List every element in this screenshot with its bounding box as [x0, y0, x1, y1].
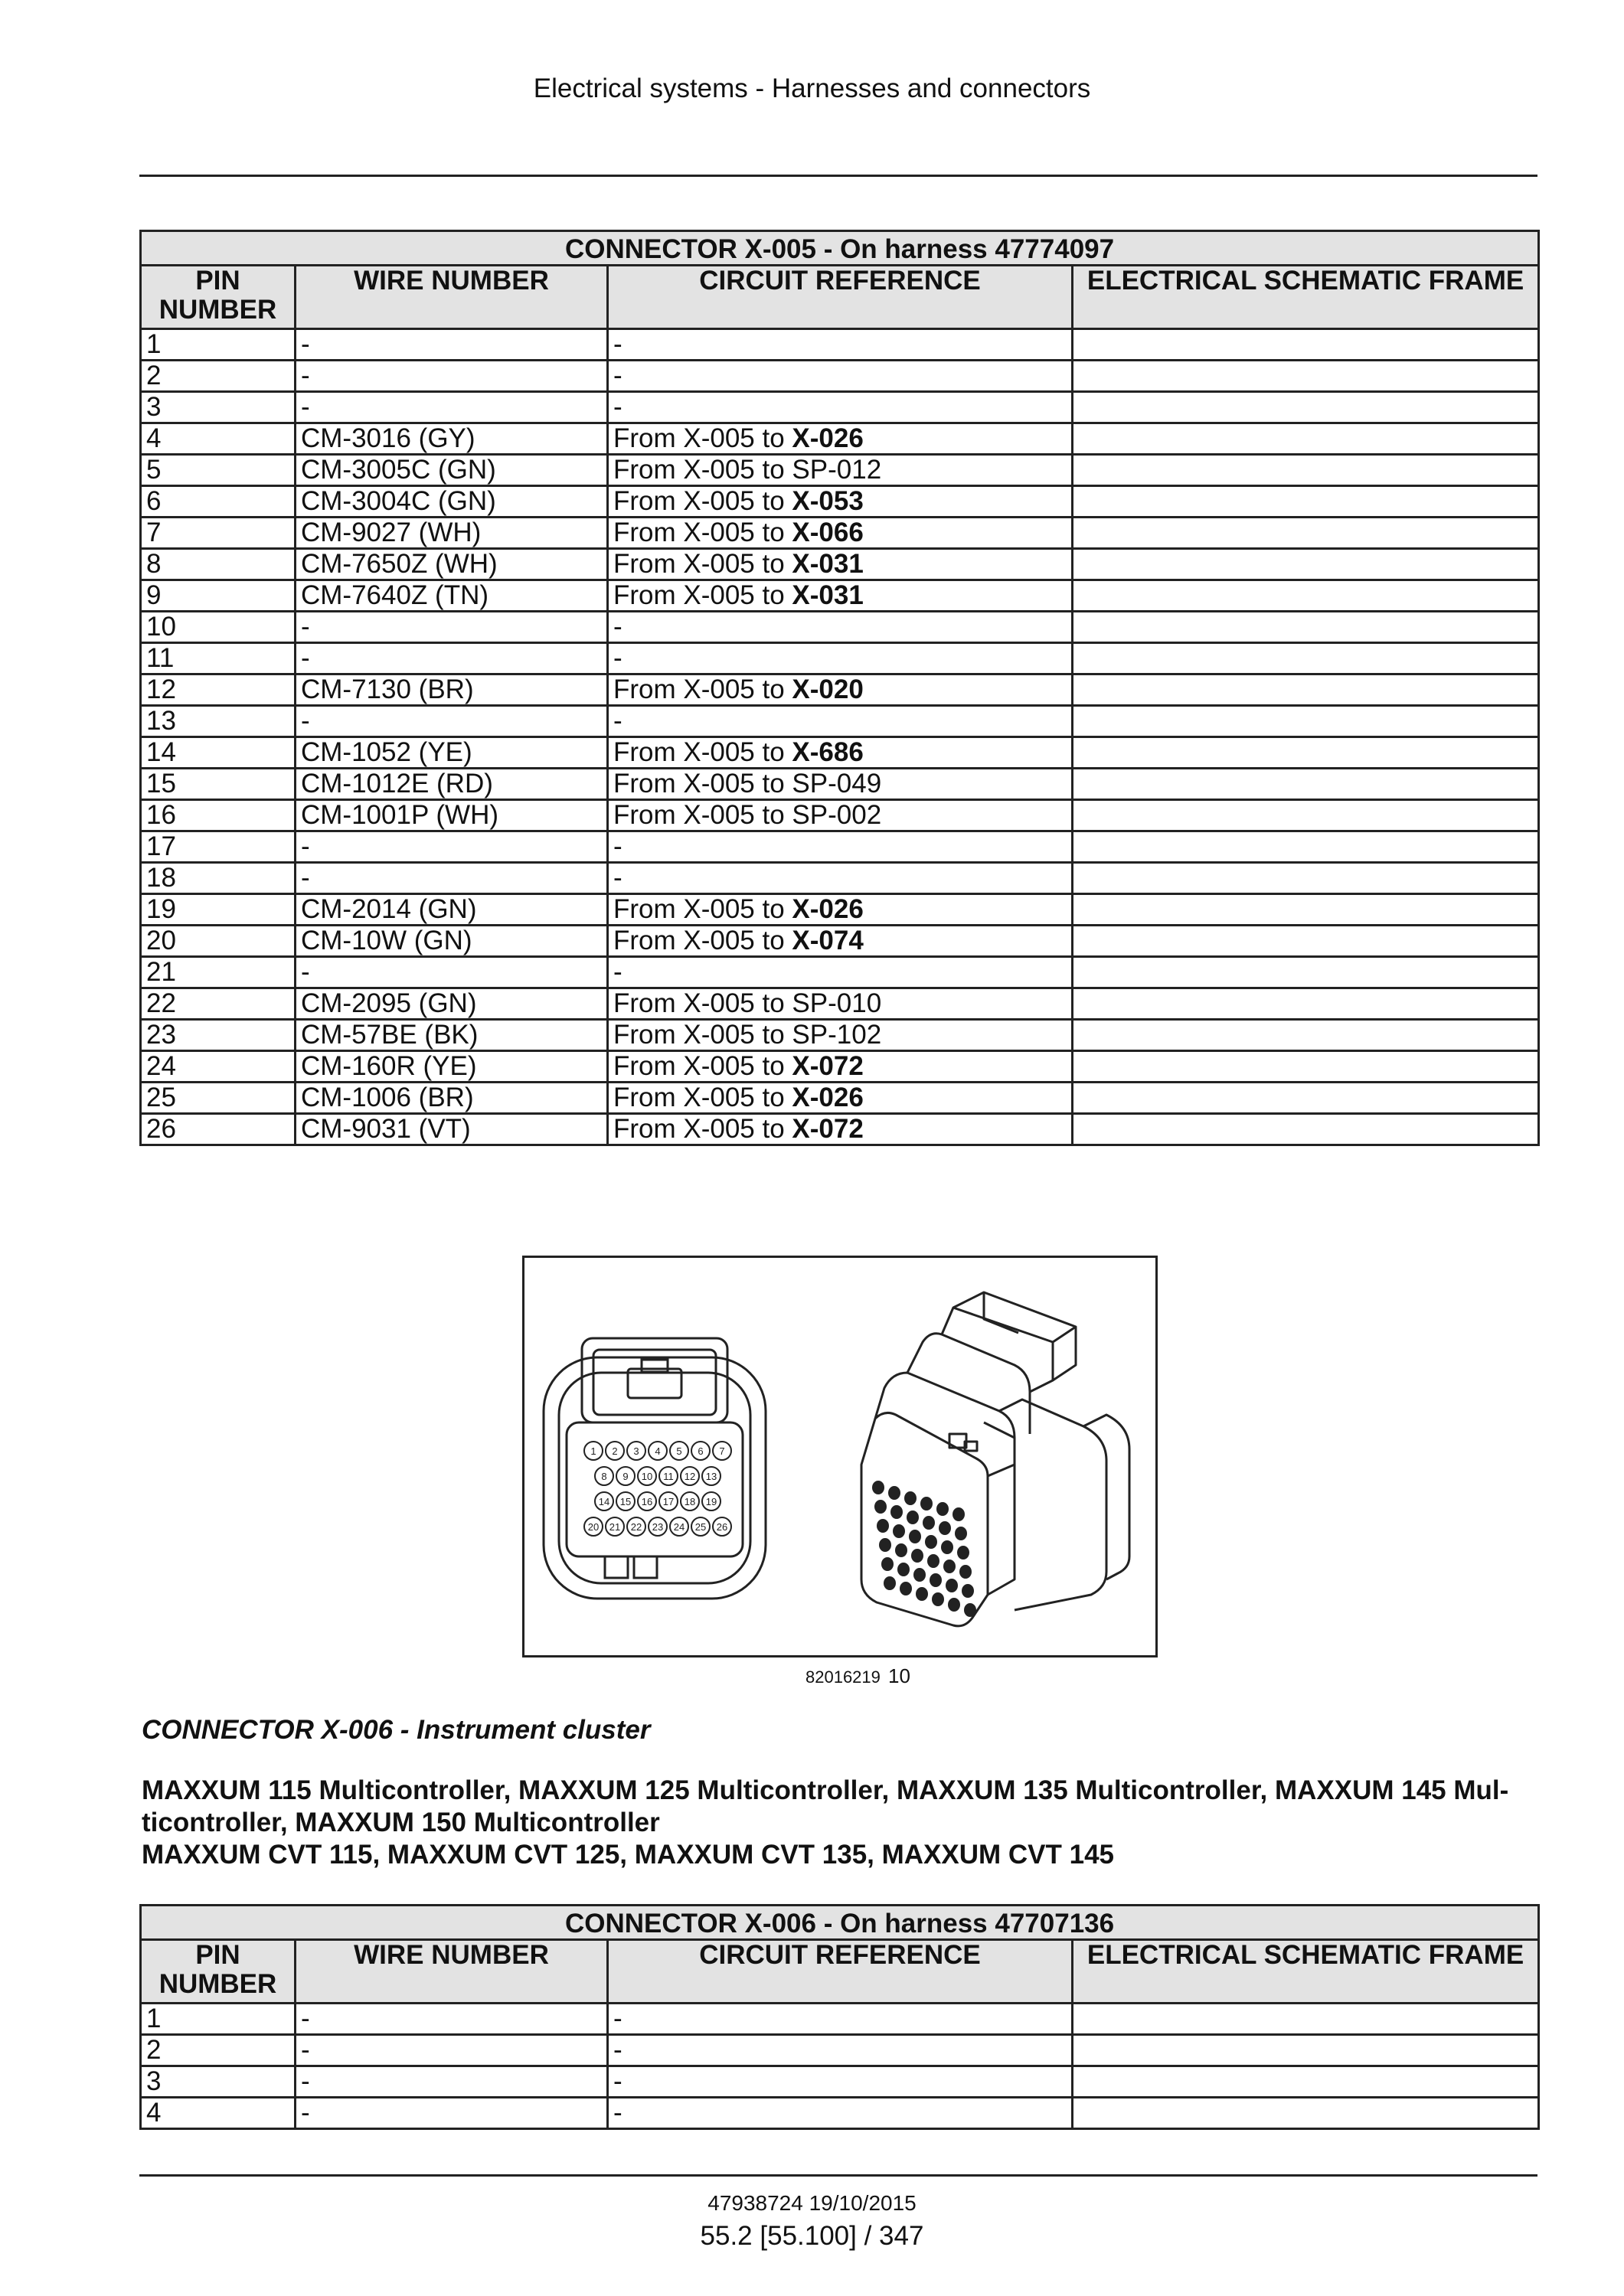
cell-circuit	[608, 2035, 1073, 2066]
pin-iso-dot	[960, 1566, 971, 1578]
circuit-from: From X-005 to	[613, 549, 792, 579]
pin-iso-dot	[914, 1569, 925, 1581]
pin-iso-dot	[942, 1541, 953, 1553]
table-row	[141, 392, 1539, 423]
col-wire-number: WIRE NUMBER	[296, 1940, 608, 2004]
col-circuit-reference: CIRCUIT REFERENCE	[608, 266, 1073, 329]
cell-wire: CM-2095 (GN)	[296, 988, 608, 1020]
table-row	[141, 486, 1539, 518]
pin-array-iso	[873, 1481, 975, 1616]
circuit-from: From X-005 to SP-010	[613, 988, 882, 1018]
figure-number: 10	[888, 1664, 910, 1687]
cell-circuit	[608, 769, 1073, 800]
pin-label: 14	[598, 1496, 610, 1507]
cell-pin: 6	[141, 486, 296, 518]
cell-wire: -	[296, 863, 608, 894]
circuit-from: From X-005 to	[613, 1114, 792, 1144]
pin-label: 7	[719, 1445, 725, 1457]
pin-iso-dot	[905, 1492, 916, 1504]
cell-wire: -	[296, 612, 608, 643]
table-row	[141, 2004, 1539, 2035]
pin-label: 8	[601, 1471, 607, 1482]
circuit-from: -	[613, 957, 622, 987]
col-circuit-reference: CIRCUIT REFERENCE	[608, 1940, 1073, 2004]
cell-pin: 24	[141, 1051, 296, 1083]
cell-pin: 21	[141, 957, 296, 988]
pin-iso-dot	[907, 1511, 918, 1524]
circuit-from: From X-005 to SP-049	[613, 769, 882, 799]
table-row	[141, 643, 1539, 674]
table-row	[141, 926, 1539, 957]
cell-pin: 23	[141, 1020, 296, 1051]
pin-iso-dot	[962, 1585, 973, 1597]
col-schematic-frame: ELECTRICAL SCHEMATIC FRAME	[1073, 1940, 1539, 2004]
cell-circuit	[608, 706, 1073, 737]
circuit-to-connector: X-031	[792, 549, 864, 579]
pin-label: 25	[694, 1521, 707, 1533]
pin-label: 22	[630, 1521, 642, 1533]
cell-schematic-frame	[1073, 361, 1539, 392]
pin-iso-dot	[956, 1527, 966, 1540]
pin-iso-dot	[917, 1588, 927, 1600]
table-row	[141, 455, 1539, 486]
cell-schematic-frame	[1073, 392, 1539, 423]
pin-iso-dot	[896, 1544, 907, 1556]
cell-circuit	[608, 2066, 1073, 2098]
cell-circuit	[608, 957, 1073, 988]
cell-schematic-frame	[1073, 988, 1539, 1020]
pin-iso-dot	[953, 1508, 964, 1520]
pin-label: 20	[587, 1521, 600, 1533]
circuit-from: -	[613, 863, 622, 893]
pin-label: 9	[622, 1471, 629, 1482]
table-row	[141, 800, 1539, 831]
pin-iso-dot	[900, 1582, 911, 1595]
cell-schematic-frame	[1073, 863, 1539, 894]
cell-circuit	[608, 674, 1073, 706]
cell-wire: CM-1012E (RD)	[296, 769, 608, 800]
connector-face-view	[544, 1338, 766, 1599]
connector-x005-table	[139, 230, 1540, 1146]
cell-wire: -	[296, 643, 608, 674]
cell-schematic-frame	[1073, 800, 1539, 831]
cell-schematic-frame	[1073, 455, 1539, 486]
table-row	[141, 329, 1539, 361]
cell-wire: CM-10W (GN)	[296, 926, 608, 957]
cell-circuit	[608, 361, 1073, 392]
cell-pin: 1	[141, 2004, 296, 2035]
circuit-to-connector: X-031	[792, 580, 864, 610]
table-row	[141, 2066, 1539, 2098]
pin-iso-dot	[926, 1536, 936, 1548]
table-title: CONNECTOR X-006 - On harness 47707136	[141, 1906, 1539, 1940]
table-row	[141, 1020, 1539, 1051]
cell-schematic-frame	[1073, 1114, 1539, 1145]
cell-schematic-frame	[1073, 957, 1539, 988]
circuit-to-connector: X-053	[792, 486, 864, 516]
cell-pin: 5	[141, 455, 296, 486]
table-row	[141, 423, 1539, 455]
circuit-to-connector: X-066	[792, 518, 864, 547]
pin-label: 18	[684, 1496, 696, 1507]
pin-iso-dot	[937, 1503, 948, 1515]
cell-schematic-frame	[1073, 926, 1539, 957]
model-list	[142, 1775, 1540, 1871]
cell-pin: 26	[141, 1114, 296, 1145]
table-row	[141, 769, 1539, 800]
table-row	[141, 831, 1539, 863]
circuit-from: From X-005 to	[613, 1051, 792, 1081]
pin-iso-dot	[884, 1577, 895, 1589]
cell-wire: CM-9031 (VT)	[296, 1114, 608, 1145]
table-row	[141, 988, 1539, 1020]
pin-iso-dot	[894, 1525, 904, 1537]
cell-circuit	[608, 455, 1073, 486]
cell-schematic-frame	[1073, 643, 1539, 674]
circuit-from: -	[613, 706, 622, 736]
pin-label: 26	[716, 1521, 728, 1533]
cell-wire: CM-3004C (GN)	[296, 486, 608, 518]
cell-schematic-frame	[1073, 737, 1539, 769]
pin-iso-dot	[958, 1546, 969, 1559]
cell-schematic-frame	[1073, 329, 1539, 361]
circuit-from: -	[613, 2004, 622, 2033]
circuit-to-connector: X-026	[792, 1083, 864, 1112]
col-schematic-frame: ELECTRICAL SCHEMATIC FRAME	[1073, 266, 1539, 329]
circuit-from: -	[613, 2098, 622, 2128]
circuit-to-connector: X-074	[792, 926, 864, 955]
pin-label: 12	[684, 1471, 696, 1482]
cell-circuit	[608, 329, 1073, 361]
circuit-from: From X-005 to	[613, 674, 792, 704]
circuit-from: From X-005 to	[613, 423, 792, 453]
cell-circuit	[608, 392, 1073, 423]
cell-wire: -	[296, 361, 608, 392]
cell-pin: 8	[141, 549, 296, 580]
pin-iso-dot	[889, 1487, 900, 1499]
model-line: MAXXUM 115 Multicontroller, MAXXUM 125 Multicontroller, MAXXUM 135 Multicontroller, MAXXUM 145 Mul-	[142, 1775, 1509, 1805]
cell-wire: -	[296, 2098, 608, 2129]
cell-wire: -	[296, 2066, 608, 2098]
cell-circuit	[608, 580, 1073, 612]
cell-wire: -	[296, 2035, 608, 2066]
cell-pin: 4	[141, 423, 296, 455]
cell-wire: -	[296, 706, 608, 737]
pin-iso-dot	[898, 1563, 909, 1576]
pin-iso-dot	[928, 1555, 939, 1567]
table-row	[141, 863, 1539, 894]
circuit-to-connector: X-026	[792, 894, 864, 924]
cell-wire: -	[296, 392, 608, 423]
cell-pin: 11	[141, 643, 296, 674]
page-header: Electrical systems - Harnesses and connectors	[533, 73, 1091, 103]
cell-schematic-frame	[1073, 2035, 1539, 2066]
cell-circuit	[608, 1114, 1073, 1145]
cell-wire: CM-1052 (YE)	[296, 737, 608, 769]
cell-pin: 18	[141, 863, 296, 894]
pin-label: 15	[619, 1496, 632, 1507]
cell-circuit	[608, 518, 1073, 549]
cell-schematic-frame	[1073, 2004, 1539, 2035]
cell-schematic-frame	[1073, 769, 1539, 800]
circuit-to-connector: X-686	[792, 737, 864, 767]
cell-circuit	[608, 894, 1073, 926]
cell-circuit	[608, 423, 1073, 455]
circuit-from: -	[613, 392, 622, 422]
cell-pin: 25	[141, 1083, 296, 1114]
circuit-to-connector: X-020	[792, 674, 864, 704]
connector-illustration	[524, 1258, 1155, 1655]
pin-label: 21	[609, 1521, 621, 1533]
model-line: MAXXUM CVT 115, MAXXUM CVT 125, MAXXUM CVT 135, MAXXUM CVT 145	[142, 1840, 1114, 1870]
cell-wire: CM-3016 (GY)	[296, 423, 608, 455]
pin-iso-dot	[939, 1522, 950, 1534]
cell-pin: 20	[141, 926, 296, 957]
figure-image-id: 82016219	[805, 1667, 881, 1687]
pin-label: 16	[641, 1496, 653, 1507]
cell-circuit	[608, 1083, 1073, 1114]
pin-iso-dot	[882, 1558, 893, 1570]
table-row	[141, 1083, 1539, 1114]
cell-circuit	[608, 831, 1073, 863]
cell-pin: 10	[141, 612, 296, 643]
pin-label: 17	[662, 1496, 675, 1507]
circuit-from: From X-005 to	[613, 1083, 792, 1112]
cell-pin: 3	[141, 392, 296, 423]
pin-iso-dot	[873, 1481, 884, 1494]
pin-label: 24	[673, 1521, 685, 1533]
cell-pin: 7	[141, 518, 296, 549]
pin-label: 19	[705, 1496, 717, 1507]
cell-schematic-frame	[1073, 549, 1539, 580]
cell-circuit	[608, 549, 1073, 580]
cell-schematic-frame	[1073, 831, 1539, 863]
cell-schematic-frame	[1073, 486, 1539, 518]
cell-pin: 15	[141, 769, 296, 800]
pin-iso-dot	[923, 1517, 934, 1529]
table-row	[141, 957, 1539, 988]
circuit-from: From X-005 to SP-012	[613, 455, 882, 485]
pin-label: 11	[663, 1471, 674, 1482]
cell-circuit	[608, 1020, 1073, 1051]
pin-iso-dot	[877, 1520, 888, 1532]
cell-schematic-frame	[1073, 1020, 1539, 1051]
pin-iso-dot	[880, 1539, 890, 1551]
cell-wire: -	[296, 957, 608, 988]
table-row	[141, 2035, 1539, 2066]
pin-label: 1	[590, 1445, 596, 1457]
circuit-from: From X-005 to SP-102	[613, 1020, 882, 1050]
table-row	[141, 549, 1539, 580]
cell-wire: -	[296, 831, 608, 863]
pin-iso-dot	[944, 1560, 955, 1573]
table-title: CONNECTOR X-005 - On harness 47774097	[141, 231, 1539, 266]
cell-schematic-frame	[1073, 518, 1539, 549]
table-row	[141, 737, 1539, 769]
cell-wire: -	[296, 2004, 608, 2035]
circuit-from: From X-005 to	[613, 580, 792, 610]
circuit-to-connector: X-072	[792, 1051, 864, 1081]
cell-wire: CM-3005C (GN)	[296, 455, 608, 486]
cell-circuit	[608, 800, 1073, 831]
circuit-from: From X-005 to	[613, 486, 792, 516]
cell-pin: 2	[141, 2035, 296, 2066]
cell-wire: CM-57BE (BK)	[296, 1020, 608, 1051]
circuit-from: -	[613, 831, 622, 861]
cell-schematic-frame	[1073, 2098, 1539, 2129]
table-row	[141, 518, 1539, 549]
cell-wire: CM-160R (YE)	[296, 1051, 608, 1083]
cell-schematic-frame	[1073, 612, 1539, 643]
cell-circuit	[608, 863, 1073, 894]
cell-pin: 22	[141, 988, 296, 1020]
cell-schematic-frame	[1073, 580, 1539, 612]
cell-pin: 13	[141, 706, 296, 737]
cell-wire: -	[296, 329, 608, 361]
pin-iso-dot	[921, 1497, 932, 1510]
cell-schematic-frame	[1073, 1051, 1539, 1083]
pin-iso-dot	[875, 1501, 886, 1513]
cell-circuit	[608, 612, 1073, 643]
table-row	[141, 612, 1539, 643]
pin-grid	[584, 1442, 731, 1536]
table-row	[141, 580, 1539, 612]
cell-circuit	[608, 988, 1073, 1020]
pin-iso-dot	[891, 1506, 902, 1518]
connector-figure	[522, 1256, 1158, 1657]
cell-circuit	[608, 1051, 1073, 1083]
pin-label: 10	[641, 1471, 653, 1482]
cell-wire: CM-1006 (BR)	[296, 1083, 608, 1114]
pin-iso-dot	[912, 1550, 923, 1562]
cell-circuit	[608, 643, 1073, 674]
cell-pin: 12	[141, 674, 296, 706]
connector-x006-table	[139, 1904, 1540, 2130]
table-row	[141, 674, 1539, 706]
cell-schematic-frame	[1073, 2066, 1539, 2098]
cell-wire: CM-9027 (WH)	[296, 518, 608, 549]
cell-circuit	[608, 926, 1073, 957]
cell-wire: CM-1001P (WH)	[296, 800, 608, 831]
circuit-from: -	[613, 329, 622, 359]
col-wire-number: WIRE NUMBER	[296, 266, 608, 329]
cell-pin: 17	[141, 831, 296, 863]
cell-pin: 3	[141, 2066, 296, 2098]
col-pin-number: PIN NUMBER	[141, 1940, 296, 2004]
pin-label: 3	[633, 1445, 639, 1457]
circuit-from: From X-005 to	[613, 894, 792, 924]
cell-wire: CM-2014 (GN)	[296, 894, 608, 926]
model-line: ticontroller, MAXXUM 150 Multicontroller	[142, 1808, 660, 1837]
cell-circuit	[608, 2098, 1073, 2129]
footer-rule	[139, 2174, 1537, 2177]
table-row	[141, 1114, 1539, 1145]
pin-label: 4	[655, 1445, 661, 1457]
circuit-from: From X-005 to	[613, 737, 792, 767]
cell-schematic-frame	[1073, 423, 1539, 455]
pin-iso-dot	[930, 1574, 941, 1586]
cell-schematic-frame	[1073, 706, 1539, 737]
section-title: CONNECTOR X-006 - Instrument cluster	[142, 1715, 651, 1745]
circuit-to-connector: X-026	[792, 423, 864, 453]
cell-circuit	[608, 737, 1073, 769]
cell-wire: CM-7640Z (TN)	[296, 580, 608, 612]
cell-pin: 2	[141, 361, 296, 392]
pin-label: 23	[652, 1521, 664, 1533]
footer-page-number: 55.2 [55.100] / 347	[700, 2221, 924, 2251]
table-row	[141, 1051, 1539, 1083]
table-row	[141, 2098, 1539, 2129]
cell-pin: 4	[141, 2098, 296, 2129]
circuit-to-connector: X-072	[792, 1114, 864, 1144]
table-row	[141, 706, 1539, 737]
circuit-from: -	[613, 2035, 622, 2065]
pin-iso-dot	[965, 1604, 975, 1616]
cell-circuit	[608, 486, 1073, 518]
cell-schematic-frame	[1073, 894, 1539, 926]
col-pin-number: PIN NUMBER	[141, 266, 296, 329]
circuit-from: -	[613, 643, 622, 673]
pin-label: 13	[705, 1471, 717, 1482]
cell-pin: 19	[141, 894, 296, 926]
circuit-from: From X-005 to SP-002	[613, 800, 882, 830]
circuit-from: From X-005 to	[613, 518, 792, 547]
table-row	[141, 894, 1539, 926]
cell-pin: 1	[141, 329, 296, 361]
header-rule	[139, 175, 1537, 177]
pin-iso-dot	[946, 1579, 957, 1592]
footer-doc-id: 47938724 19/10/2015	[707, 2191, 917, 2215]
pin-label: 5	[676, 1445, 682, 1457]
cell-circuit	[608, 2004, 1073, 2035]
cell-pin: 9	[141, 580, 296, 612]
table-row	[141, 361, 1539, 392]
cell-wire: CM-7650Z (WH)	[296, 549, 608, 580]
cell-wire: CM-7130 (BR)	[296, 674, 608, 706]
cell-pin: 16	[141, 800, 296, 831]
cell-schematic-frame	[1073, 674, 1539, 706]
connector-iso-view	[861, 1292, 1129, 1626]
pin-iso-dot	[933, 1593, 943, 1605]
pin-label: 2	[612, 1445, 618, 1457]
pin-label: 6	[698, 1445, 704, 1457]
cell-schematic-frame	[1073, 1083, 1539, 1114]
circuit-from: From X-005 to	[613, 926, 792, 955]
circuit-from: -	[613, 612, 622, 642]
circuit-from: -	[613, 361, 622, 390]
pin-iso-dot	[910, 1530, 920, 1543]
circuit-from: -	[613, 2066, 622, 2096]
pin-iso-dot	[949, 1599, 959, 1611]
cell-pin: 14	[141, 737, 296, 769]
